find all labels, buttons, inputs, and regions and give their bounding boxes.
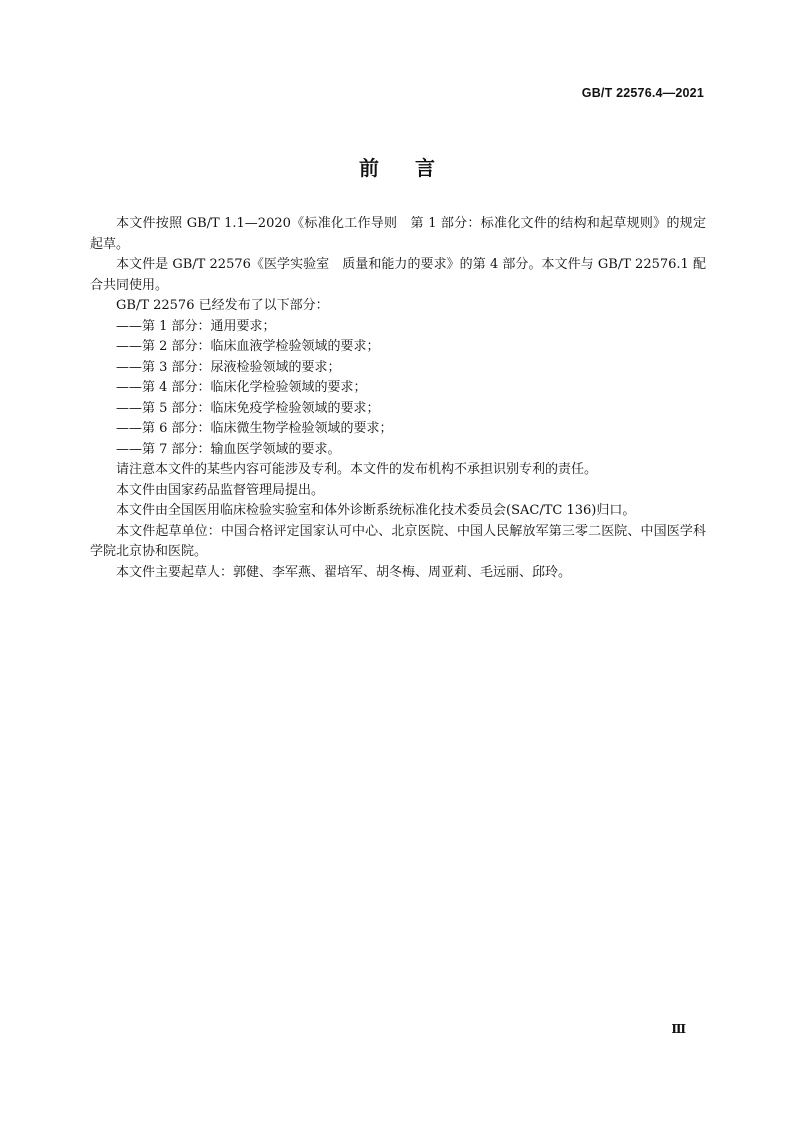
paragraph-drafting-organizations: 本文件起草单位：中国合格评定国家认可中心、北京医院、中国人民解放军第三零二医院、中国医学科学院北京协和医院。 — [90, 523, 706, 559]
paragraph-published-parts-intro: GB/T 22576 已经发布了以下部分： — [116, 298, 329, 313]
list-item: ——第 3 部分：尿液检验领域的要求； — [116, 359, 341, 375]
foreword-body — [90, 214, 706, 583]
list-item: ——第 2 部分：临床血液学检验领域的要求； — [116, 339, 380, 354]
list-item: ——第 6 部分：临床微生物学检验领域的要求； — [116, 421, 393, 436]
page-number: Ⅲ — [671, 1022, 686, 1036]
paragraph-patent-notice: 请注意本文件的某些内容可能涉及专利。本文件的发布机构不承担识别专利的责任。 — [116, 462, 598, 477]
parts-list — [90, 317, 706, 461]
paragraph-part-statement: 本文件是 GB/T 22576《医学实验室 质量和能力的要求》的第 4 部分。本文件与 GB/T 22576.1 配合共同使用。 — [90, 257, 706, 293]
paragraph-technical-committee: 本文件由全国医用临床检验实验室和体外诊断系统标准化技术委员会(SAC/TC 136)归口。 — [116, 503, 636, 518]
list-item: ——第 1 部分：通用要求； — [116, 318, 276, 334]
paragraph-drafting-rules: 本文件按照 GB/T 1.1—2020《标准化工作导则 第 1 部分：标准化文件的结构和起草规则》的规定起草。 — [90, 216, 706, 252]
page-title: 前言 — [359, 156, 471, 180]
list-item: ——第 7 部分：输血医学领域的要求。 — [116, 441, 341, 457]
list-item: ——第 5 部分：临床免疫学检验领域的要求； — [116, 400, 380, 416]
paragraph-drafters: 本文件主要起草人：郭健、李军燕、翟培军、胡冬梅、周亚莉、毛远丽、邱玲。 — [116, 564, 572, 580]
list-item: ——第 4 部分：临床化学检验领域的要求； — [116, 380, 367, 395]
standard-code: GB/T 22576.4—2021 — [581, 86, 704, 100]
paragraph-proposer: 本文件由国家药品监督管理局提出。 — [116, 482, 325, 498]
